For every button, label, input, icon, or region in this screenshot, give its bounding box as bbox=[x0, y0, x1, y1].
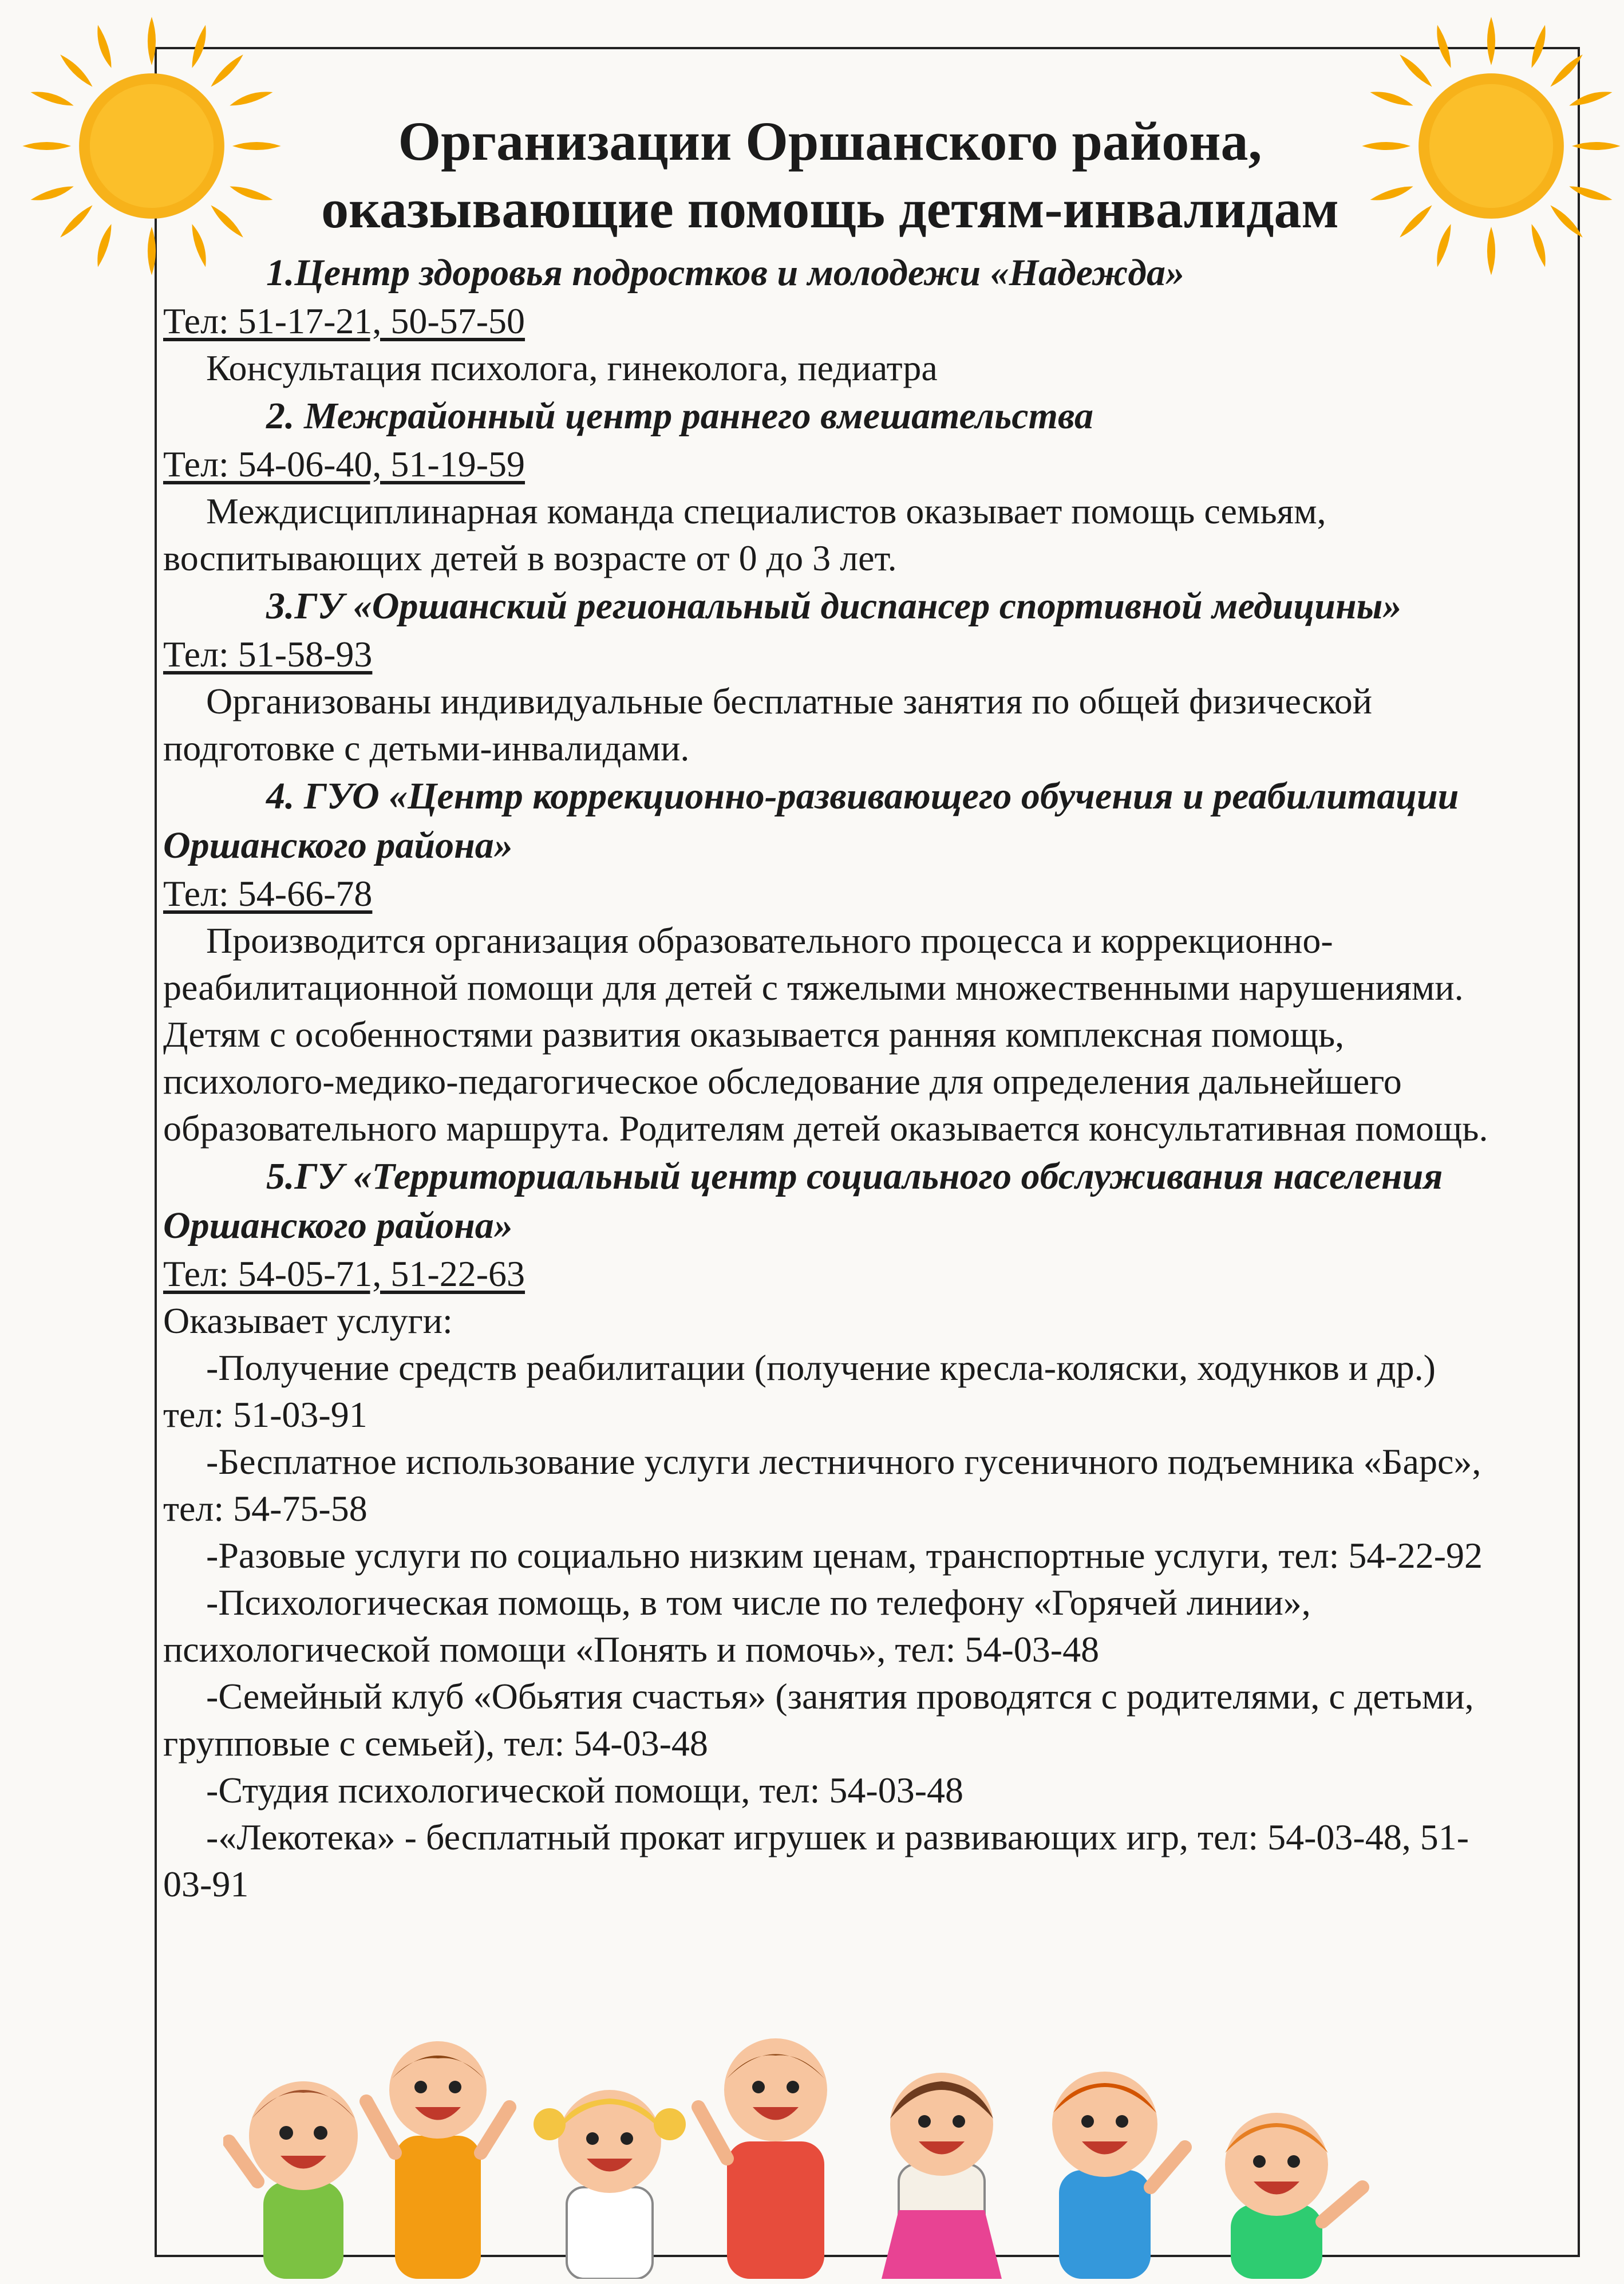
org-heading: 1.Центр здоровья подростков и молодежи «Надежда» bbox=[266, 252, 1185, 294]
org-heading: 2. Межрайонный центр раннего вмешательства bbox=[266, 395, 1093, 437]
org-heading: 3.ГУ «Оршанский региональный диспансер спортивной медицины» bbox=[266, 585, 1402, 627]
org-description: Организованы индивидуальные бесплатные занятия по общей физической подготовке с детьми-инвалидами. bbox=[163, 681, 1372, 768]
org-heading: 4. ГУО «Центр коррекционно-развивающего обучения и реабилитации Оршанского района» bbox=[163, 775, 1459, 866]
org-phone: Тел: 54-66-78 bbox=[163, 873, 373, 914]
child-figure bbox=[534, 2090, 686, 2279]
title-line-2: оказывающие помощь детям-инвалидам bbox=[321, 178, 1339, 239]
service-item: -Семейный клуб «Обьятия счастья» (занятия проводятся с родителями, с детьми, групповые с семьей), тел: 54-03-48 bbox=[163, 1676, 1474, 1764]
service-item: -Получение средств реабилитации (получение кресла-коляски, ходунков и др.) тел: 51-03-91 bbox=[163, 1347, 1436, 1435]
title-line-1: Организации Оршанского района, bbox=[398, 111, 1262, 172]
service-item: -Студия психологической помощи, тел: 54-03-48 bbox=[206, 1770, 964, 1810]
document-body bbox=[163, 97, 1497, 1908]
child-figure bbox=[1225, 2113, 1362, 2279]
service-item: -Бесплатное использование услуги лестничного гусеничного подъемника «Барс», тел: 54-75-58 bbox=[163, 1441, 1481, 1529]
service-item: -«Лекотека» - бесплатный прокат игрушек и развивающих игр, тел: 54-03-48, 51-03-91 bbox=[163, 1817, 1469, 1904]
org-phone: Тел: 54-05-71, 51-22-63 bbox=[163, 1253, 525, 1294]
service-item: -Психологическая помощь, в том числе по телефону «Горячей линии», психологической помощи «Понять и помочь», тел: 54-03-48 bbox=[163, 1582, 1311, 1670]
org-phone: Тел: 54-06-40, 51-19-59 bbox=[163, 444, 525, 484]
page-title bbox=[163, 108, 1497, 243]
service-item: -Разовые услуги по социально низким ценам, транспортные услуги, тел: 54-22-92 bbox=[206, 1535, 1483, 1576]
child-figure bbox=[882, 2073, 1002, 2279]
child-figure bbox=[1052, 2072, 1185, 2279]
services-intro: Оказывает услуги: bbox=[163, 1300, 453, 1341]
child-figure bbox=[366, 2041, 509, 2279]
org-phone: Тел: 51-17-21, 50-57-50 bbox=[163, 301, 525, 341]
org-heading: 5.ГУ «Территориальный центр социального обслуживания населения Оршанского района» bbox=[163, 1155, 1443, 1246]
org-description: Междисциплинарная команда специалистов оказывает помощь семьям, воспитывающих детей в возрасте от 0 до 3 лет. bbox=[163, 491, 1326, 578]
org-description: Консультация психолога, гинеколога, педиатра bbox=[206, 348, 938, 388]
child-figure bbox=[229, 2081, 358, 2279]
child-figure bbox=[698, 2038, 827, 2279]
org-description: Производится организация образовательного процесса и коррекционно-реабилитационной помощи для детей с тяжелыми множественными нарушениями. Детям с особенностями развития оказывается ранняя комплексная помощь, психолого-медико-педагогическое обследование для определения дальнейшего образовательного маршрута. Родителям детей оказывается консультативная помощь. bbox=[163, 920, 1488, 1149]
cartoon-children-illustration bbox=[223, 2038, 1517, 2279]
org-phone: Тел: 51-58-93 bbox=[163, 634, 373, 674]
